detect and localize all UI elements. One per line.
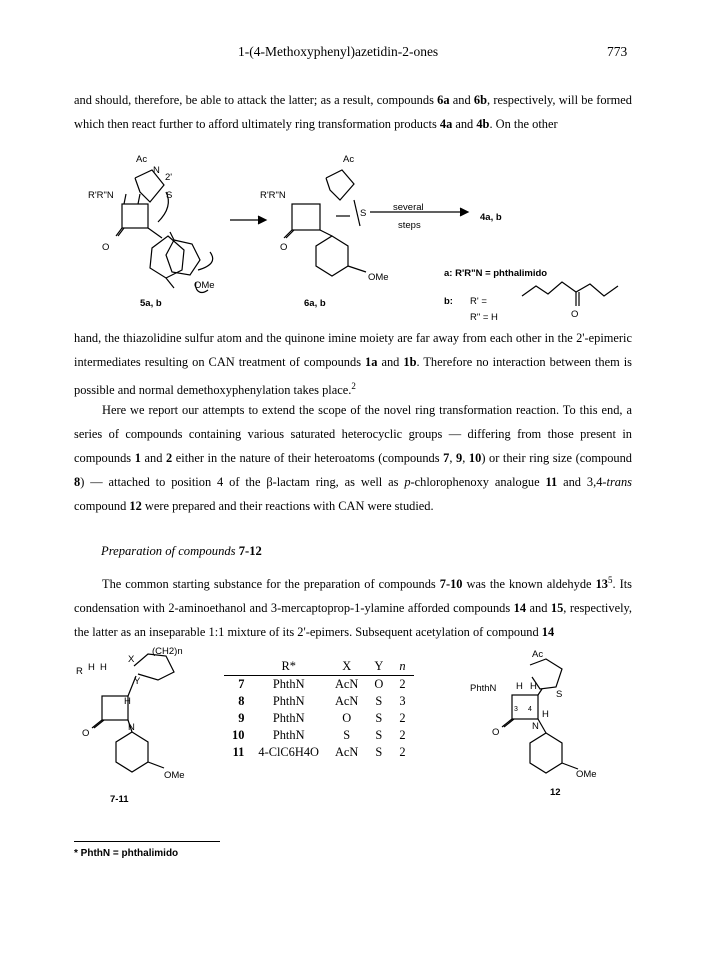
acetyl-label-left: Ac (136, 154, 148, 165)
ome-label-mid: OMe (368, 272, 389, 283)
several-label: several (393, 202, 424, 213)
table-cell: AcN (334, 694, 359, 708)
table-cell: O (342, 711, 352, 725)
running-title: 1-(4-Methoxyphenyl)azetidin-2-ones (238, 44, 439, 59)
rrn-label-mid: R'R"N (260, 190, 286, 201)
table-cell: PhthN (272, 711, 305, 725)
table-cell: 4-ClC6H4O (258, 745, 319, 759)
n-label-12: N (532, 721, 539, 732)
section-heading: Preparation of compounds 7-12 (101, 544, 262, 558)
rrn-label-left: R'R"N (88, 190, 114, 201)
table-cell: AcN (334, 677, 359, 691)
table-cell: 11 (232, 745, 245, 759)
legend-b-r2: R" = H (470, 312, 498, 323)
table-cell: S (375, 745, 383, 759)
two-prime-label: 2' (165, 172, 173, 183)
table-cell: PhthN (272, 728, 305, 742)
legend-b-r1: R' = (470, 296, 487, 307)
page-number: 773 (607, 44, 628, 59)
sulfur-label-mid: S (360, 208, 367, 219)
table-cell: PhthN (272, 677, 305, 691)
footnote-rule (74, 841, 220, 842)
table-cell: S (375, 728, 383, 742)
table-cell: S (375, 711, 383, 725)
acetyl-label-12: Ac (532, 649, 544, 660)
table-row (224, 727, 414, 744)
n-label: N (153, 165, 160, 176)
table-row (224, 744, 414, 761)
legend-a: a: R'R"N = phthalimido (444, 268, 548, 279)
table-cell: 9 (238, 711, 245, 725)
paragraph-2: hand, the thiazolidine sulfur atom and the quinone imine moiety are far away from each other in the 2'-epimeric intermediates resulting on CAN treatment of compounds 1a and 1b. Therefore no interaction between them is possible and normal demethoxyphenylation takes place.$^2$ (74, 331, 632, 398)
compound-label-5: 5a, b (140, 298, 162, 309)
table-header: n (391, 657, 413, 676)
compound-table (224, 657, 414, 761)
ome-label-left: OMe (194, 280, 215, 291)
ome-label-12: OMe (576, 769, 597, 780)
table-cell: 2 (399, 745, 406, 759)
o-label-12: O (492, 727, 500, 738)
legend-oxygen: O (571, 309, 579, 320)
paragraph-4: The common starting substance for the preparation of compounds 7-10 was the known aldehyde $13^5$. Its condensation with 2-aminoethanol and 3-mercaptoprop-1-ylamine afforded compounds 14 and 15, respectively, the latter as an inseparable 1:1 mixture of its 2'-epimers. Subsequent acetylation of compound 14 (74, 575, 632, 640)
table-row (224, 676, 414, 694)
h-label-12a: H (516, 681, 523, 692)
table-cell: AcN (334, 745, 359, 759)
structure-12 (470, 645, 630, 825)
r-label: R (76, 666, 83, 677)
table-header: Y (366, 657, 391, 676)
table-cell: 2 (399, 728, 406, 742)
table-cell: 10 (232, 728, 245, 742)
position-4-label: 4 (528, 706, 532, 713)
sulfur-label-12: S (556, 689, 563, 700)
h-label-3: H (124, 696, 131, 707)
oxygen-label-mid: O (280, 242, 288, 253)
reaction-scheme-1 (70, 140, 640, 325)
structure-7-11 (70, 640, 210, 810)
acetyl-label-mid: Ac (343, 154, 355, 165)
h-label-1: H (88, 662, 95, 673)
h-label-12c: H (542, 709, 549, 720)
ome-label-7: OMe (164, 770, 185, 781)
y-label: Y (134, 676, 141, 687)
table-cell: PhthN (272, 694, 305, 708)
table-cell: 2 (399, 677, 406, 691)
sulfur-label-left: S (166, 190, 173, 201)
table-cell: S (375, 694, 383, 708)
table-header (224, 657, 250, 676)
table-cell: O (374, 677, 384, 691)
table-header: X (327, 657, 366, 676)
o-label-7: O (82, 728, 90, 739)
table-header-row (224, 657, 414, 676)
n-label-7: N (128, 722, 135, 733)
compound-label-7-11: 7-11 (110, 794, 129, 805)
footnote: * PhthN = phthalimido (74, 848, 179, 859)
x-label: X (128, 654, 135, 665)
table-cell: 8 (238, 694, 245, 708)
h-label-2: H (100, 662, 107, 673)
oxygen-label-left: O (102, 242, 110, 253)
paragraph-1: and should, therefore, be able to attack the latter; as a result, compounds 6a and 6b, respectively, will be formed which then react further to afford ultimately ring transformation products 4a and 4b. On the other (74, 93, 632, 131)
legend-b: b: (444, 296, 453, 307)
compound-label-6: 6a, b (304, 298, 326, 309)
steps-label: steps (398, 220, 421, 231)
product-label: 4a, b (480, 212, 502, 223)
ch2n-label: (CH2)n (152, 646, 183, 657)
position-3-label: 3 (514, 706, 518, 713)
phthn-label-12: PhthN (470, 683, 497, 694)
table-cell: 7 (238, 677, 245, 691)
table-cell: S (343, 728, 351, 742)
table-header: R* (250, 657, 327, 676)
h-label-12b: H (530, 681, 537, 692)
table-cell: 3 (399, 694, 406, 708)
table-row (224, 710, 414, 727)
compound-label-12: 12 (550, 787, 561, 798)
table-row (224, 693, 414, 710)
table-cell: 2 (399, 711, 406, 725)
paragraph-3: Here we report our attempts to extend the scope of the novel ring transformation reaction. To this end, a series of compounds containing various saturated heterocyclic groups — differing from those present in compounds 1 and 2 either in the nature of their heteroatoms (compounds 7, 9, 10) or their ring size (compound 8) — attached to position 4 of the β-lactam ring, as well as p-chlorophenoxy analogue 11 and 3,4-trans compound 12 were prepared and their reactions with CAN were studied. (74, 403, 633, 513)
